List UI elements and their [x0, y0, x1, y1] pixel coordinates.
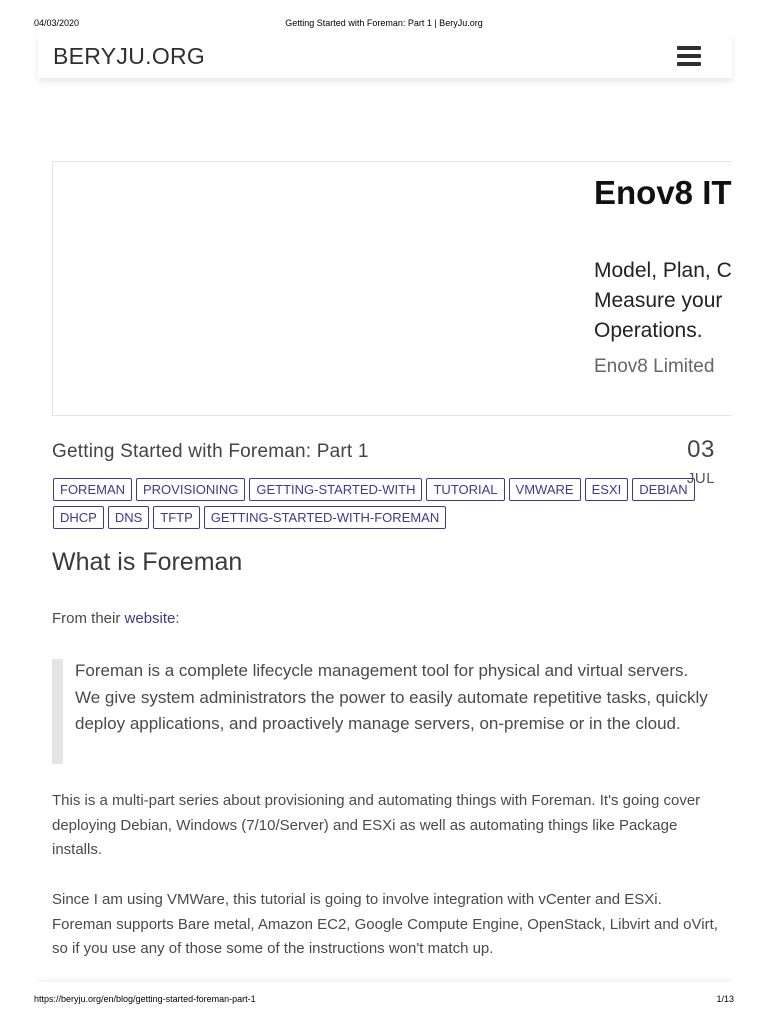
ad-body-line: Operations. — [594, 319, 703, 342]
ad-company: Enov8 Limited — [594, 356, 715, 377]
post-tags — [53, 478, 688, 534]
from-prefix: From their — [52, 610, 125, 627]
tag-tutorial[interactable]: TUTORIAL — [426, 478, 504, 501]
tag-debian[interactable]: DEBIAN — [632, 478, 694, 501]
ad-body — [594, 256, 732, 346]
tag-tftp[interactable]: TFTP — [153, 506, 200, 529]
website-link[interactable]: website — [124, 610, 176, 627]
tag-row — [53, 478, 688, 501]
card-bottom-edge — [38, 982, 732, 990]
print-header — [0, 18, 768, 30]
from-line — [52, 610, 180, 627]
blockquote — [52, 659, 712, 764]
paragraph: This is a multi-part series about provisioning and automating things with Foreman. It's going cover deploying Debian, Windows (7/10/Server) and ESXi as well as automating things like Package installs. — [52, 792, 701, 858]
tag-dhcp[interactable]: DHCP — [53, 506, 104, 529]
hamburger-bar — [677, 46, 701, 50]
tag-foreman[interactable]: FOREMAN — [53, 478, 132, 501]
quote-text: Foreman is a complete lifecycle management tool for physical and virtual servers. We give system administrators the power to easily automate repetitive tasks, quickly deploy applications, and proactively manage servers, on-premise or in the cloud. — [75, 661, 708, 733]
tag-getting-started-with-foreman[interactable]: GETTING-STARTED-WITH-FOREMAN — [204, 506, 446, 529]
tag-getting-started-with[interactable]: GETTING-STARTED-WITH — [249, 478, 422, 501]
tag-esxi[interactable]: ESXI — [585, 478, 629, 501]
tag-provisioning[interactable]: PROVISIONING — [136, 478, 245, 501]
tag-row — [53, 506, 683, 529]
navbar — [38, 34, 732, 78]
post-title[interactable]: Getting Started with Foreman: Part 1 — [52, 441, 369, 462]
tag-dns[interactable]: DNS — [108, 506, 149, 529]
print-date: 04/03/2020 — [34, 18, 80, 28]
site-brand-link[interactable]: BERYJU.ORG — [53, 43, 206, 69]
ad-body-line: Measure your — [594, 289, 723, 312]
hamburger-menu-icon[interactable] — [677, 46, 701, 66]
from-suffix: : — [175, 610, 180, 627]
post-date-day: 03 — [687, 436, 715, 463]
advertisement-banner[interactable] — [52, 161, 732, 416]
paragraph: Since I am using VMWare, this tutorial is going to involve integration with vCenter and ESXi. Foreman supports Bare metal, Amazon EC2, Google Compute Engine, OpenStack, Libvirt and oVirt, so if you use any of those some of the instructions won't match up. — [52, 891, 718, 957]
ad-title: Enov8 IT — [594, 174, 732, 211]
ad-body-line: Model, Plan, C — [594, 259, 732, 282]
hamburger-bar — [677, 54, 701, 58]
hamburger-bar — [677, 62, 701, 66]
print-footer — [0, 994, 768, 1006]
tag-vmware[interactable]: VMWARE — [509, 478, 581, 501]
print-page-number: 1/13 — [716, 994, 734, 1004]
print-title: Getting Started with Foreman: Part 1 | BeryJu.org — [285, 18, 483, 28]
post-date-month: JUL — [686, 470, 716, 487]
section-heading: What is Foreman — [52, 548, 243, 576]
print-url: https://beryju.org/en/blog/getting-started-foreman-part-1 — [34, 994, 256, 1004]
